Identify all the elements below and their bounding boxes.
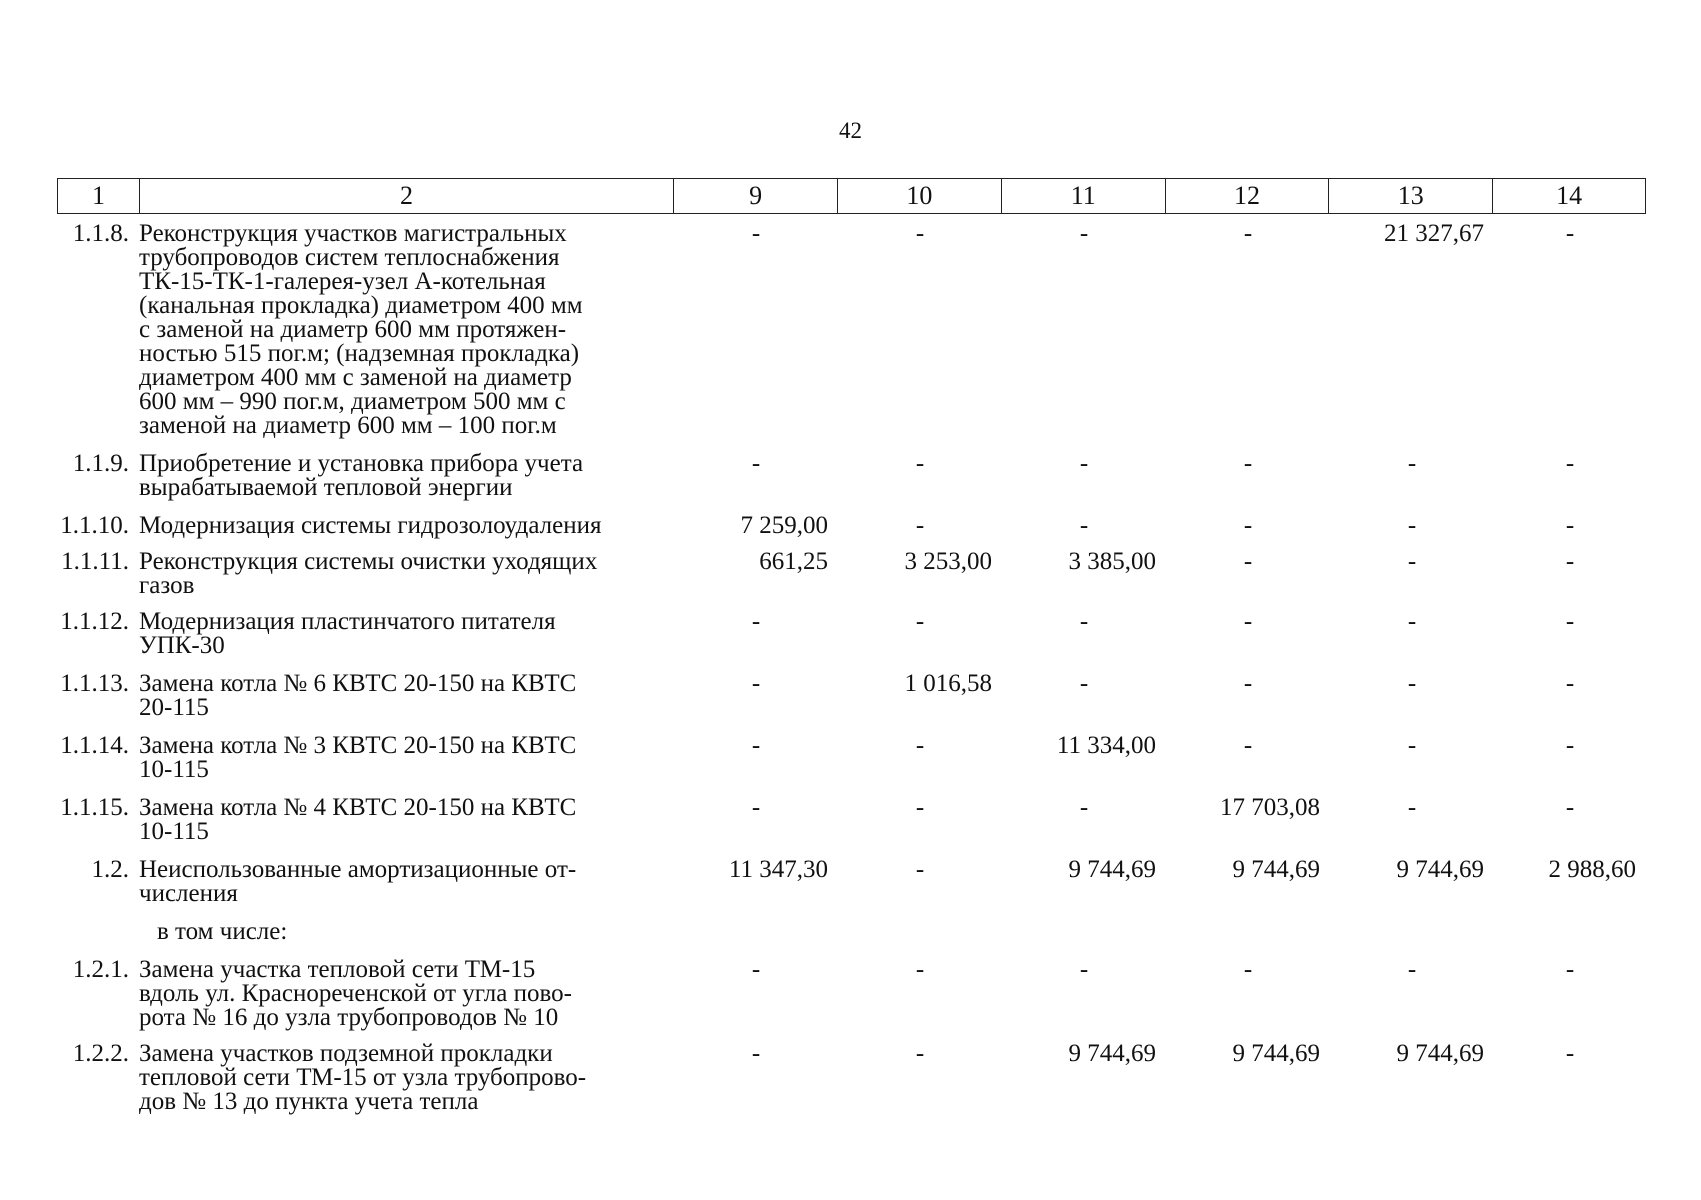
- row-value-col-10: 1 016,58: [904, 670, 992, 697]
- row-name: Неиспользованные амортизационные от- числения: [139, 856, 577, 907]
- row-value-col-11: -: [1079, 220, 1089, 247]
- row-name: в том числе:: [157, 918, 288, 945]
- row-value-col-13: 21 327,67: [1384, 220, 1484, 247]
- row-value-col-10: -: [915, 794, 925, 821]
- row-name: Замена котла № 6 КВТС 20-150 на КВТС 20-115: [139, 670, 577, 721]
- table-row: [57, 222, 1646, 438]
- row-value-col-10: -: [915, 732, 925, 759]
- row-value-col-12: -: [1243, 956, 1253, 983]
- row-value-col-9: -: [751, 450, 761, 477]
- table-row: [57, 1042, 1646, 1114]
- row-number: 1.2.2.: [72, 1040, 129, 1067]
- row-number: 1.1.10.: [60, 512, 129, 539]
- row-value-col-9: -: [751, 732, 761, 759]
- row-value-col-10: -: [915, 220, 925, 247]
- row-name: Реконструкция участков магистральных трубопроводов систем теплоснабжения ТК-15-ТК-1-галерея-узел А-котельная (канальная прокладка) диаметром 400 мм с заменой на диаметр 600 мм протяжен- ностью 515 пог.м; (надземная прокладка) диаметром 400 мм с заменой на диаметр 600 мм – 990 пог.м, диаметром 500 мм с заменой на диаметр 600 мм – 100 пог.м: [139, 220, 583, 439]
- row-value-col-11: -: [1079, 512, 1089, 539]
- row-value-col-10: -: [915, 450, 925, 477]
- row-value-col-14: -: [1565, 450, 1575, 477]
- row-value-col-13: -: [1407, 732, 1417, 759]
- page-number: 42: [839, 118, 862, 143]
- row-value-col-10: -: [915, 608, 925, 635]
- row-value-col-14: -: [1565, 548, 1575, 575]
- row-name: Модернизация пластинчатого питателя УПК-30: [139, 608, 556, 659]
- row-value-col-12: -: [1243, 732, 1253, 759]
- row-number: 1.1.9.: [72, 450, 129, 477]
- table-row: [57, 452, 1646, 500]
- row-value-col-10: -: [915, 1040, 925, 1067]
- row-value-col-9: 7 259,00: [740, 512, 828, 539]
- row-number: 1.1.12.: [60, 608, 129, 635]
- row-value-col-10: -: [915, 512, 925, 539]
- row-value-col-11: 9 744,69: [1068, 856, 1156, 883]
- table-row: [57, 734, 1646, 782]
- row-value-col-9: -: [751, 608, 761, 635]
- table-row: [57, 514, 1646, 538]
- header-col-1: 1: [58, 179, 140, 213]
- row-value-col-14: 2 988,60: [1548, 856, 1636, 883]
- row-value-col-14: -: [1565, 608, 1575, 635]
- row-name: Замена котла № 3 КВТС 20-150 на КВТС 10-115: [139, 732, 577, 783]
- row-value-col-12: 9 744,69: [1232, 1040, 1320, 1067]
- row-value-col-13: -: [1407, 794, 1417, 821]
- row-value-col-9: -: [751, 670, 761, 697]
- header-col-10: 10: [838, 179, 1002, 213]
- table-row: [57, 610, 1646, 658]
- header-col-13: 13: [1329, 179, 1493, 213]
- header-col-9: 9: [674, 179, 838, 213]
- row-value-col-11: -: [1079, 450, 1089, 477]
- row-value-col-9: 11 347,30: [728, 856, 828, 883]
- row-value-col-14: -: [1565, 512, 1575, 539]
- row-value-col-13: -: [1407, 450, 1417, 477]
- row-value-col-9: -: [751, 794, 761, 821]
- table-row: [57, 958, 1646, 1030]
- row-value-col-11: 9 744,69: [1068, 1040, 1156, 1067]
- table-body: [57, 222, 1646, 1126]
- row-name: Замена котла № 4 КВТС 20-150 на КВТС 10-115: [139, 794, 577, 845]
- row-value-col-9: -: [751, 1040, 761, 1067]
- row-value-col-12: -: [1243, 670, 1253, 697]
- row-number: 1.1.11.: [61, 548, 129, 575]
- table-row: [57, 550, 1646, 598]
- row-value-col-11: -: [1079, 956, 1089, 983]
- row-value-col-14: -: [1565, 956, 1575, 983]
- table-row: [57, 920, 1646, 944]
- row-value-col-10: -: [915, 856, 925, 883]
- row-value-col-9: 661,25: [759, 548, 828, 575]
- row-value-col-14: -: [1565, 732, 1575, 759]
- table-row: [57, 796, 1646, 844]
- table-row: [57, 858, 1646, 906]
- row-value-col-13: -: [1407, 670, 1417, 697]
- row-number: 1.1.8.: [72, 220, 129, 247]
- row-value-col-10: -: [915, 956, 925, 983]
- row-value-col-12: -: [1243, 548, 1253, 575]
- row-value-col-14: -: [1565, 220, 1575, 247]
- row-value-col-11: 11 334,00: [1056, 732, 1156, 759]
- row-value-col-12: -: [1243, 220, 1253, 247]
- row-number: 1.1.14.: [60, 732, 129, 759]
- row-value-col-12: -: [1243, 450, 1253, 477]
- row-value-col-14: -: [1565, 670, 1575, 697]
- header-col-14: 14: [1556, 181, 1583, 210]
- row-name: Модернизация системы гидрозолоудаления: [139, 512, 602, 539]
- row-number: 1.1.13.: [60, 670, 129, 697]
- row-value-col-9: -: [751, 956, 761, 983]
- header-col-11: 11: [1002, 179, 1166, 213]
- row-value-col-9: -: [751, 220, 761, 247]
- row-value-col-12: -: [1243, 608, 1253, 635]
- row-value-col-13: -: [1407, 608, 1417, 635]
- row-number: 1.2.: [91, 856, 129, 883]
- row-value-col-12: 9 744,69: [1232, 856, 1320, 883]
- header-col-2: 2: [140, 179, 674, 213]
- header-col-12: 12: [1166, 179, 1330, 213]
- row-value-col-11: 3 385,00: [1068, 548, 1156, 575]
- row-value-col-11: -: [1079, 608, 1089, 635]
- row-name: Приобретение и установка прибора учета вырабатываемой тепловой энергии: [139, 450, 584, 501]
- row-name: Замена участков подземной прокладки тепловой сети ТМ-15 от узла трубопрово- дов № 13 до пункта учета тепла: [139, 1040, 587, 1115]
- row-value-col-11: -: [1079, 670, 1089, 697]
- row-value-col-12: 17 703,08: [1220, 794, 1320, 821]
- row-value-col-12: -: [1243, 512, 1253, 539]
- row-value-col-13: -: [1407, 512, 1417, 539]
- row-value-col-13: 9 744,69: [1396, 1040, 1484, 1067]
- row-number: 1.1.15.: [60, 794, 129, 821]
- table-row: [57, 672, 1646, 720]
- row-value-col-14: -: [1565, 794, 1575, 821]
- row-value-col-13: -: [1407, 956, 1417, 983]
- row-name: Замена участка тепловой сети ТМ-15 вдоль ул. Краснореченской от угла пово- рота № 16 до узла трубопроводов № 10: [139, 956, 572, 1031]
- row-value-col-13: 9 744,69: [1396, 856, 1484, 883]
- table-header: [57, 178, 1646, 214]
- row-value-col-10: 3 253,00: [904, 548, 992, 575]
- row-value-col-11: -: [1079, 794, 1089, 821]
- row-number: 1.2.1.: [72, 956, 129, 983]
- row-name: Реконструкция системы очистки уходящих газов: [139, 548, 598, 599]
- row-value-col-14: -: [1565, 1040, 1575, 1067]
- row-value-col-13: -: [1407, 548, 1417, 575]
